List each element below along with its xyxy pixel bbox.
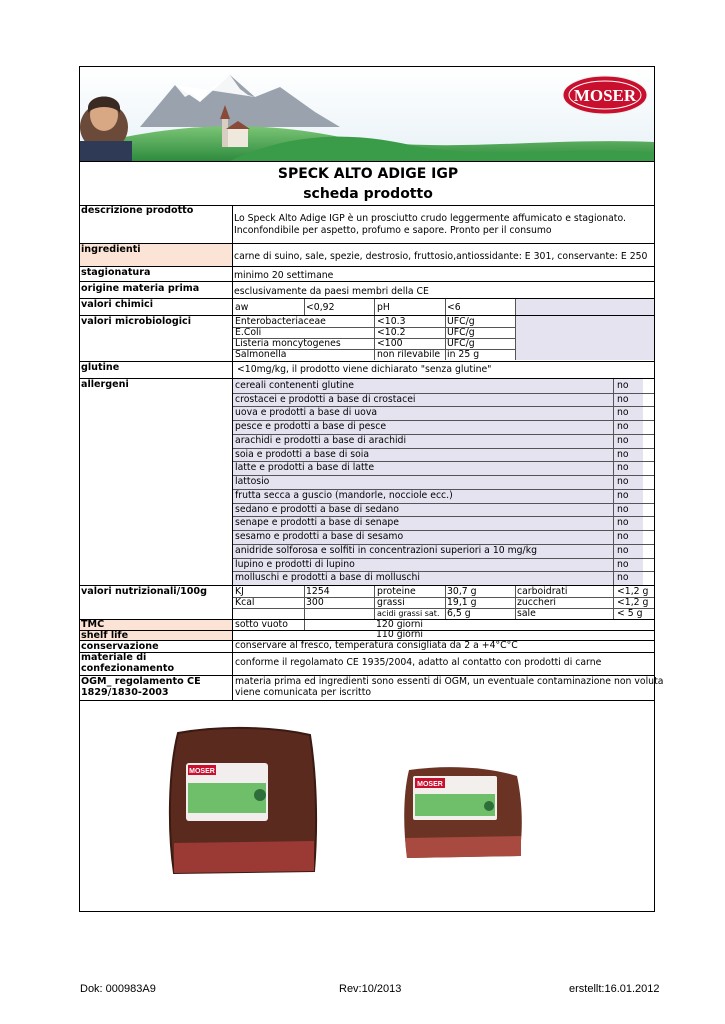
- allergen-value: no: [617, 380, 629, 391]
- descrizione-line2: Inconfondibile per aspetto, profumo e sapore. Pronto per il consumo: [234, 225, 552, 236]
- allergen-name: cereali contenenti glutine: [235, 380, 354, 391]
- label-valori-microbiologici: valori microbiologici: [81, 316, 192, 327]
- micro-item-name: Listeria moncytogenes: [235, 338, 341, 349]
- micro-item-value: <10.3: [377, 316, 406, 327]
- label-shelf-life: shelf life: [80, 631, 232, 640]
- document-subtitle: scheda prodotto: [303, 186, 433, 202]
- micro-item-value: non rilevabile: [377, 349, 441, 360]
- nutri-grassi-value: 19,1 g: [447, 597, 477, 608]
- allergen-value: no: [617, 517, 629, 528]
- label-glutine: glutine: [81, 362, 120, 373]
- allergen-name: crostacei e prodotti a base di crostacei: [235, 394, 416, 405]
- label-stagionatura: stagionatura: [81, 267, 151, 278]
- allergen-name: molluschi e prodotti a base di molluschi: [235, 572, 420, 583]
- allergen-value: no: [617, 559, 629, 570]
- label-materiale: materiale di confezionamento: [81, 652, 175, 674]
- allergen-name: anidride solforosa e solfiti in concentrazioni superiori a 10 mg/kg: [235, 545, 537, 556]
- chimici-ph-value: <6: [447, 302, 461, 313]
- tmc-sub: sotto vuoto: [235, 619, 288, 630]
- title-block: [80, 161, 654, 206]
- nutri-kj-value: 1254: [306, 586, 330, 597]
- product-title: SPECK ALTO ADIGE IGP: [277, 166, 459, 182]
- speck-product-small-image: [401, 764, 525, 864]
- label-ingredienti: ingredienti: [80, 244, 232, 266]
- allergen-name: pesce e prodotti a base di pesce: [235, 421, 387, 432]
- micro-item-value: <100: [377, 338, 403, 349]
- chimici-ph: pH: [377, 302, 390, 313]
- label-allergeni: allergeni: [81, 379, 129, 390]
- allergen-value: no: [617, 531, 629, 542]
- nutri-sale: sale: [517, 608, 536, 619]
- micro-item-name: E.Coli: [235, 327, 262, 338]
- nutri-kcal: Kcal: [235, 597, 255, 608]
- label-descrizione: descrizione prodotto: [81, 205, 194, 216]
- nutri-kcal-value: 300: [306, 597, 324, 608]
- footer-dok: Dok: 000983A9: [80, 983, 156, 995]
- header-banner: [80, 67, 654, 162]
- label-origine: origine materia prima: [81, 283, 200, 294]
- materiale-value: conforme il regolamato CE 1935/2004, adatto al contatto con prodotti di carne: [235, 657, 602, 668]
- label-conservazione: conservazione: [81, 641, 159, 652]
- allergen-name: frutta secca a guscio (mandorle, nocciole ecc.): [235, 490, 453, 501]
- stagionatura-value: minimo 20 settimane: [234, 270, 334, 281]
- ingredienti-value: carne di suino, sale, spezie, destrosio, fruttosio,antiossidante: E 301, conservante: E 250: [234, 251, 648, 262]
- shelf-life-value: 110 giorni: [376, 629, 424, 640]
- packaging-brand-small: MOSER: [417, 781, 443, 788]
- origine-value: esclusivamente da paesi membri della CE: [234, 286, 429, 297]
- nutri-grassi: grassi: [377, 597, 405, 608]
- allergen-name: arachidi e prodotti a base di arachidi: [235, 435, 407, 446]
- allergen-value: no: [617, 572, 629, 583]
- allergen-name: uova e prodotti a base di uova: [235, 407, 378, 418]
- allergen-value: no: [617, 421, 629, 432]
- label-valori-nutrizionali: valori nutrizionali/100g: [81, 586, 207, 597]
- allergen-value: no: [617, 476, 629, 487]
- nutri-zuccheri: zuccheri: [517, 597, 557, 608]
- micro-item-name: Enterobacteriaceae: [235, 316, 326, 327]
- allergen-value: no: [617, 407, 629, 418]
- ogm-line2: viene comunicata per iscritto: [235, 687, 372, 698]
- nutri-zuccheri-value: <1,2 g: [617, 597, 649, 608]
- allergen-value: no: [617, 462, 629, 473]
- allergen-name: latte e prodotti a base di latte: [235, 462, 375, 473]
- speck-product-large-image: [164, 723, 318, 879]
- chimici-aw: aw: [235, 302, 249, 313]
- moser-logo: [562, 75, 648, 115]
- allergen-value: no: [617, 394, 629, 405]
- allergen-value: no: [617, 490, 629, 501]
- allergen-name: sesamo e prodotti a base di sesamo: [235, 531, 404, 542]
- allergen-value: no: [617, 449, 629, 460]
- label-ogm: OGM_ regolamento CE 1829/1830-2003: [81, 676, 201, 698]
- allergen-name: lupino e prodotti di lupino: [235, 559, 355, 570]
- allergen-name: senape e prodotti a base di senape: [235, 517, 400, 528]
- nutri-carboidrati-value: <1,2 g: [617, 586, 649, 597]
- allergen-name: soia e prodotti a base di soia: [235, 449, 370, 460]
- nutri-sale-value: < 5 g: [617, 608, 643, 619]
- label-valori-chimici: valori chimici: [81, 299, 154, 310]
- nutri-proteine: proteine: [377, 586, 416, 597]
- footer-erstellt: erstellt:16.01.2012: [569, 983, 660, 995]
- allergen-name: lattosio: [235, 476, 270, 487]
- micro-item-unit: in 25 g: [447, 349, 480, 360]
- nutri-proteine-value: 30,7 g: [447, 586, 477, 597]
- tmc-value: 120 giorni: [376, 619, 424, 630]
- chimici-aw-value: <0,92: [306, 302, 335, 313]
- packaging-brand-large: MOSER: [189, 768, 215, 775]
- ogm-line1: materia prima ed ingredienti sono essenti di OGM, un eventuale contaminazione non voluta: [235, 676, 664, 687]
- nutri-carboidrati: carboidrati: [517, 586, 568, 597]
- micro-item-value: <10.2: [377, 327, 406, 338]
- product-sheet: [79, 66, 664, 912]
- glutine-value: <10mg/kg, il prodotto viene dichiarato "senza glutine": [237, 364, 492, 375]
- conservazione-value: conservare al fresco, temperatura consigliata da 2 a +4°C°C: [235, 640, 518, 651]
- footer-rev: Rev:10/2013: [339, 983, 402, 995]
- nutri-kj: KJ: [235, 586, 244, 597]
- allergen-value: no: [617, 435, 629, 446]
- micro-item-unit: UFC/g: [447, 327, 475, 338]
- allergen-name: sedano e prodotti a base di sedano: [235, 504, 399, 515]
- micro-item-unit: UFC/g: [447, 316, 475, 327]
- micro-item-name: Salmonella: [235, 349, 287, 360]
- nutri-acidi-grassi-value: 6,5 g: [447, 608, 471, 619]
- micro-item-unit: UFC/g: [447, 338, 475, 349]
- allergen-value: no: [617, 504, 629, 515]
- svg-text:MOSER: MOSER: [573, 86, 637, 105]
- nutri-acidi-grassi: acidi grassi sat.: [377, 609, 440, 618]
- allergen-value: no: [617, 545, 629, 556]
- descrizione-line1: Lo Speck Alto Adige IGP è un prosciutto crudo leggermente affumicato e stagionato.: [234, 213, 626, 224]
- label-tmc: TMC: [80, 620, 232, 630]
